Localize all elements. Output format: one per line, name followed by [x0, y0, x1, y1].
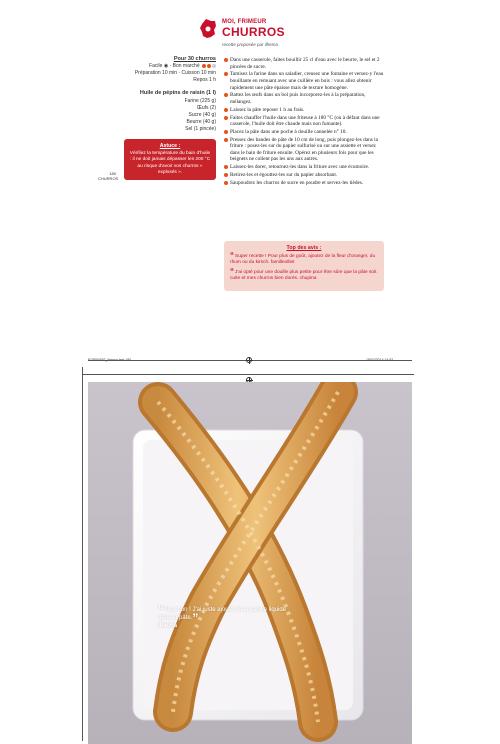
step-item — [224, 115, 384, 128]
tip-title: Astuce : — [159, 143, 181, 149]
step-text: Laissez-les dorer, retournez-les dans la friture avec une écumoire. — [230, 164, 370, 171]
step-text: Tamisez la farine dans un saladier, creusez une fontaine et versez-y l'eau bouillante en remuant avec une cuillère en bois : vous allez obtenir rapidement une pâte épaisse mais de texture homogène. — [230, 71, 384, 91]
bullet-icon — [224, 173, 228, 177]
tip-text: Vérifiez la température du bain d'huile : il ne doit jamais dépasser les 200 °C au risque d'avoir vos churros « explosés ». — [129, 151, 211, 175]
step-text: Retirez-les et égouttez-les sur du papier absorbant. — [230, 172, 338, 178]
oil-ingredient: Huile de pépins de raisin (1 l) — [139, 90, 216, 96]
review-item — [230, 269, 378, 282]
review-text: Super recette ! Pour plus de goût, ajoutez de la fleur d'oranger, du rhum ou du kirsch. familleolliet — [230, 254, 376, 265]
crop-mark-horizontal — [82, 374, 414, 375]
ingredient-item: Œufs (2) — [196, 105, 216, 111]
quote-open-icon: “ — [230, 267, 234, 276]
print-slug-left: EOFR0452_ilhema text 180 — [88, 358, 132, 362]
cost: Bon marché — [172, 63, 200, 69]
header-kicker: MOI, FRIMEUR — [222, 19, 267, 25]
bullet-icon — [224, 181, 228, 185]
cost-dot-icon — [207, 64, 211, 68]
reviews-title: Top des avis : — [286, 245, 322, 251]
ingredient-item: Beurre (40 g) — [186, 119, 216, 125]
step-item — [224, 107, 384, 114]
quote-text: Très bon ! J'ai juste ajouté de la vanille liquide dans la pâte. — [158, 607, 286, 621]
step-text: Faites chauffer l'huile dans une friteuse à 180 °C (ou à défaut dans une casserole, l'huile doit être chaude mais non fumante). — [230, 114, 380, 128]
difficulty-cost: Facile ◉ · Bon marché — [120, 63, 216, 70]
bullet-icon — [224, 130, 228, 134]
step-text: Saupoudrez les churros de sucre en poudre et servez-les tièdes. — [230, 179, 364, 186]
photo-quote — [158, 603, 288, 630]
review-item — [230, 253, 378, 266]
recipe-byline: recette proposée par ilhema — [222, 42, 279, 47]
quote-author: Ilhema — [158, 623, 178, 629]
step-item — [224, 57, 384, 70]
ingredient-item: Sucre (40 g) — [188, 112, 216, 118]
step-text: Dans une casserole, faites bouillir 25 cl d'eau avec le beurre, le sel et 2 pincées de sucre. — [230, 57, 380, 70]
difficulty: Facile — [149, 63, 163, 69]
bullet-icon — [224, 138, 228, 142]
bullet-icon — [224, 93, 228, 97]
recipe-steps — [224, 57, 384, 188]
crop-mark-vertical — [82, 367, 83, 741]
step-item — [224, 71, 384, 91]
page-footer — [98, 171, 119, 181]
step-text: Pressez des bandes de pâte de 10 cm de long, puis plongez-les dans la friture : posez-les sur du papier sulfurisé ou sur une assiette et versez dans le bain de friture ensuite. Opérez en plusieurs fois pour que les beignets ne collent pas les uns aux autres. — [230, 136, 378, 163]
quote-open-icon: “ — [158, 603, 164, 617]
review-text: J'ai opté pour une douille plus petite pour être sûre que la pâte soit cuite et mes churros bien dorés. chupina — [230, 270, 377, 281]
cost-dot-icon — [212, 64, 216, 68]
print-slug-right: 18/02/2014 14:52 — [366, 358, 394, 362]
churros-photo — [88, 382, 412, 744]
chef-hat-icon: ◉ — [163, 63, 169, 69]
rest-time: Repos 1 h — [193, 77, 216, 83]
bullet-icon — [224, 165, 228, 169]
step-text: Placez la pâte dans une poche à douille cannelée n° 10. — [230, 128, 347, 135]
step-item — [224, 172, 384, 179]
step-item — [224, 129, 384, 136]
quote-open-icon: “ — [230, 251, 234, 260]
step-text: Battez les œufs dans un bol puis incorporez-les à la préparation, mélangez. — [230, 92, 366, 105]
step-item — [224, 180, 384, 187]
step-item — [224, 164, 384, 171]
page-number: 180 — [109, 171, 116, 176]
prep-time: Préparation 10 min · Cuisson 10 min — [134, 70, 216, 76]
step-text: Laissez la pâte reposer 1 h au frais. — [230, 106, 305, 113]
france-map-logo-icon — [198, 18, 218, 40]
servings: Pour 30 churros — [173, 56, 216, 62]
tip-box — [124, 139, 216, 180]
bullet-icon — [224, 72, 228, 76]
recipe-meta — [120, 56, 216, 133]
registration-mark-icon — [246, 357, 252, 363]
reviews-box — [224, 241, 384, 291]
quote-close-icon: ” — [192, 611, 199, 625]
step-item — [224, 137, 384, 163]
bullet-icon — [224, 116, 228, 120]
bullet-icon — [224, 108, 228, 112]
ingredient-item: Farine (225 g) — [184, 98, 216, 104]
step-item — [224, 92, 384, 105]
cost-dot-icon — [202, 64, 206, 68]
cost-rating — [201, 63, 216, 69]
ingredient-item: Sel (1 pincée) — [185, 126, 216, 132]
page-section: CHURROS — [98, 176, 119, 181]
recipe-title: CHURROS — [222, 25, 285, 39]
bullet-icon — [224, 58, 228, 62]
